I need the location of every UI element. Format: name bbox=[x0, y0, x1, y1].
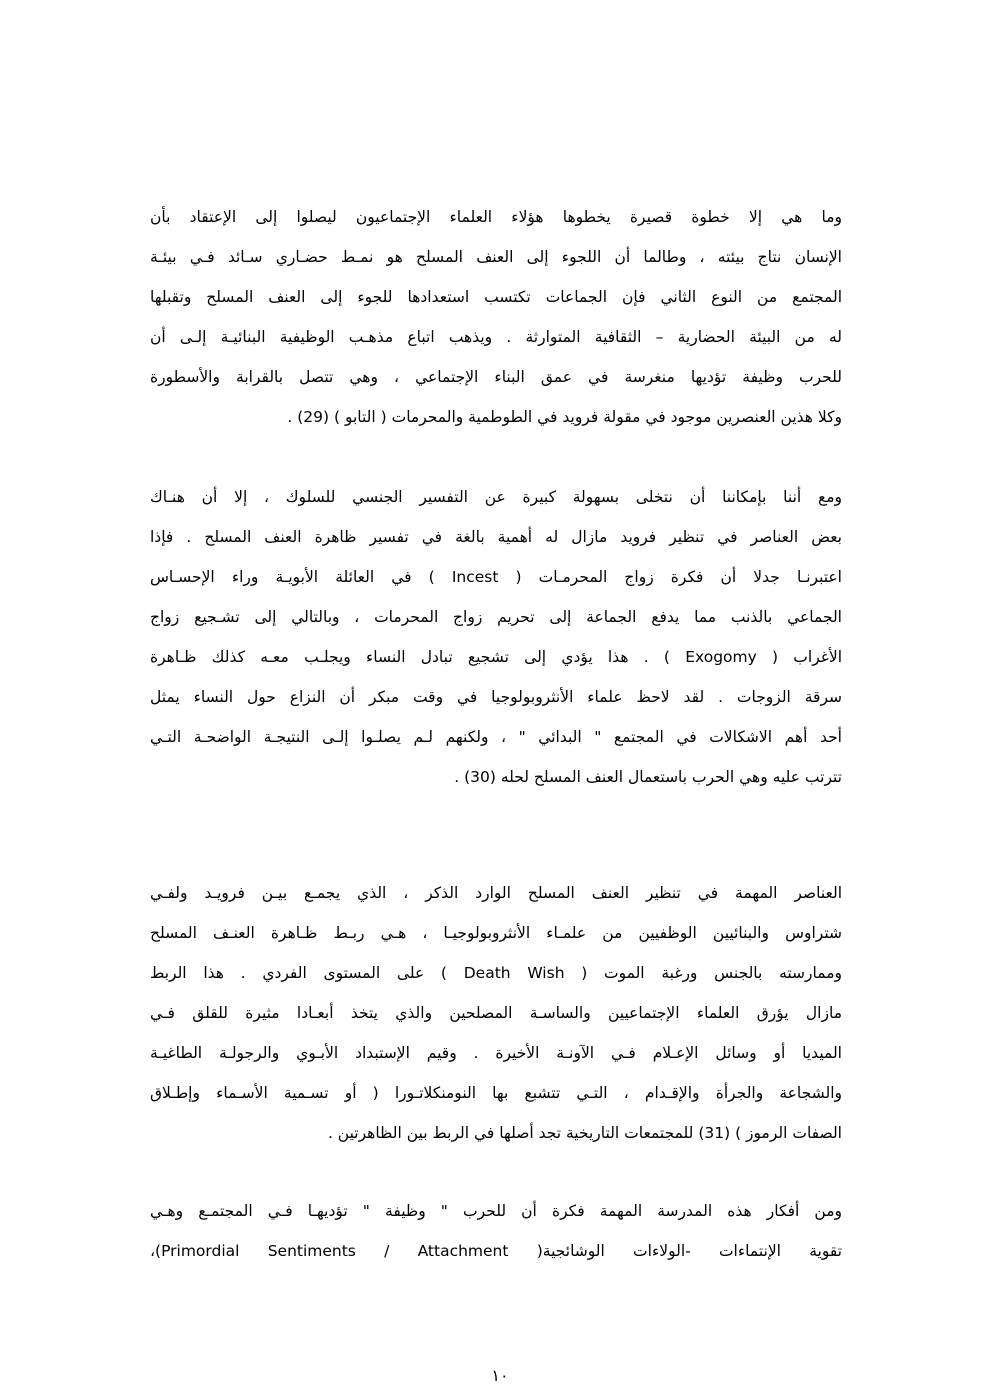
paragraph-line: تترتب عليه وهي الحرب باستعمال العنف المسلح لحله (30) . bbox=[454, 768, 842, 786]
paragraph-line: والشجاعة والجرأة والإقـدام ، التـي تتشبع بها النومنكلاتـورا ( أو تسـمية الأسـماء وإطـلاق bbox=[150, 1084, 842, 1102]
paragraph-1 bbox=[150, 197, 842, 437]
paragraph-line: المجتمع من النوع الثاني فإن الجماعات تكتسب استعدادها للجوء إلى العنف المسلح وتقبلها bbox=[150, 288, 842, 306]
paragraph-2 bbox=[150, 477, 842, 797]
paragraph-line: العناصر المهمة في تنظير العنف المسلح الوارد الذكر ، الذي يجمـع بيـن فرويـد ولفـي bbox=[150, 884, 842, 902]
paragraph-line: شتراوس والبنائيين الوظفيين من علمـاء الأنثروبولوجيـا ، هـي ربـط ظـاهرة العنـف المسلح bbox=[150, 924, 842, 942]
paragraph-line: وما هي إلا خطوة قصيرة يخطوها هؤلاء العلماء الإجتماعيون ليصلوا إلى الإعتقاد بأن bbox=[150, 208, 842, 226]
paragraph-line: تقوية الإنتماءات -الولاءات الوشائجية( Primordial Sentiments / Attachment)، bbox=[150, 1242, 842, 1260]
paragraph-line: وممارسته بالجنس ورغبة الموت ( Death Wish ) على المستوى الفردي . هذا الربط bbox=[150, 964, 842, 982]
paragraph-3 bbox=[150, 873, 842, 1153]
paragraph-line: مازال يؤرق العلماء الإجتماعيين والساسـة المصلحين والذي يتخذ أبعـادا مثيرة للقلق فـي bbox=[150, 1004, 842, 1022]
paragraph-line: أحد أهم الاشكالات في المجتمع " البدائي " ، ولكنهم لـم يصلـوا إلـى النتيجـة الواضحـة التـي bbox=[150, 728, 842, 746]
paragraph-4 bbox=[150, 1191, 842, 1271]
paragraph-line: بعض العناصر في تنظير فرويد مازال له أهمية بالغة في تفسير ظاهرة العنف المسلح . فإذا bbox=[150, 528, 842, 546]
paragraph-line: له من البيئة الحضارية – الثقافية المتوارثة . ويذهب اتباع مذهـب الوظيفية البنائيـة إلـى أن bbox=[150, 328, 842, 346]
paragraph-line: وكلا هذين العنصرين موجود في مقولة فرويد في الطوطمية والمحرمات ( التابو ) (29) . bbox=[287, 408, 842, 426]
paragraph-line: ومن أفكار هذه المدرسة المهمة فكرة أن للحرب " وظيفة " تؤديهـا فـي المجتمـع وهـي bbox=[150, 1202, 842, 1220]
paragraph-line: الإنسان نتاج بيئته ، وطالما أن اللجوء إلى العنف المسلح هو نمـط حضـاري سـائد فـي بيئـة bbox=[150, 248, 842, 266]
paragraph-line: اعتبرنـا جدلا أن فكرة زواج المحرمـات ( Incest ) في العائلة الأبويـة وراء الإحسـاس bbox=[150, 568, 842, 586]
paragraph-line: ومع أننا بإمكاننا أن نتخلى بسهولة كبيرة عن التفسير الجنسي للسلوك ، إلا أن هنـاك bbox=[150, 488, 842, 506]
paragraph-line: الميديا أو وسائل الإعـلام فـي الآونـة الأخيرة . وقيم الإستبداد الأبـوي والرجولـة الطاغيـة bbox=[150, 1044, 842, 1062]
paragraph-line: للحرب وظيفة تؤديها منغرسة في عمق البناء الإجتماعي ، وهي تتصل بالقرابة والأسطورة bbox=[150, 368, 842, 386]
paragraph-line: الجماعي بالذنب مما يدفع الجماعة إلى تحريم زواج المحرمات ، وبالتالي إلى تشـجيع زواج bbox=[150, 608, 842, 626]
page-number: ١٠ bbox=[491, 1366, 509, 1385]
paragraph-line: سرقة الزوجات . لقد لاحظ علماء الأنثروبولوجيا في وقت مبكر أن النزاع حول النساء يمثل bbox=[150, 688, 842, 706]
paragraph-line: الصفات الرموز ) (31) للمجتمعات التاريخية تجد أصلها في الربط بين الظاهرتين . bbox=[327, 1124, 842, 1142]
paragraph-line: الأغراب ( Exogomy ) . هذا يؤدي إلى تشجيع تبادل النساء ويجلـب معـه كذلك ظـاهرة bbox=[150, 648, 842, 666]
